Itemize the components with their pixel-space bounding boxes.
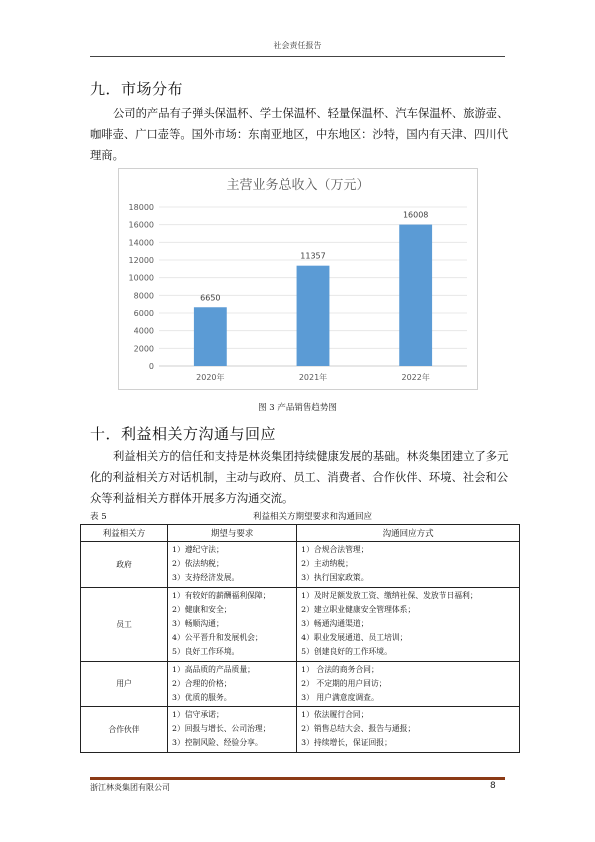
y-tick-label: 10000	[128, 273, 154, 283]
response-item: 1）及时足额发放工资、缴纳社保、发放节日福利；	[301, 590, 478, 600]
header-party: 利益相关方	[81, 525, 168, 542]
expectation-item: 3）优质的服务。	[172, 692, 232, 702]
response-cell	[297, 587, 520, 661]
footer-rule	[90, 777, 505, 780]
expectation-item: 1）有较好的薪酬福利保障；	[172, 590, 271, 600]
response-item: 1）依法履行合同；	[301, 710, 369, 720]
stakeholder-name: 政府	[81, 542, 168, 588]
expectation-item: 2）依法纳税；	[172, 559, 224, 569]
table-row	[81, 587, 520, 661]
response-item: 2）建立职业健康安全管理体系；	[301, 604, 416, 614]
response-item: 3）畅通沟通渠道；	[301, 618, 369, 628]
page-number: 8	[490, 781, 496, 791]
expectation-item: 2）健康和安全；	[172, 604, 232, 614]
header-rule	[90, 56, 505, 57]
bar	[194, 307, 227, 366]
expectation-item: 2）合理的价格；	[172, 678, 232, 688]
stakeholder-name: 用户	[81, 661, 168, 707]
expectation-cell	[168, 587, 297, 661]
expectation-cell	[168, 661, 297, 707]
table-row	[81, 661, 520, 707]
response-item: 3）执行国家政策。	[301, 573, 369, 583]
expectation-cell	[168, 707, 297, 753]
bar	[399, 225, 432, 366]
stakeholder-name: 合作伙伴	[81, 707, 168, 753]
response-item: 3） 用户满意度调查。	[301, 692, 379, 702]
response-cell	[297, 542, 520, 588]
table-label: 表 5	[90, 512, 107, 522]
table-row	[81, 542, 520, 588]
y-tick-label: 0	[148, 362, 154, 371]
expectation-item: 1）高品质的产品质量；	[172, 664, 255, 674]
data-label: 11357	[300, 251, 326, 261]
expectation-item: 3）畅顺沟通；	[172, 618, 224, 628]
response-item: 1） 合法的商务合同；	[301, 664, 379, 674]
expectation-cell	[168, 542, 297, 588]
y-tick-label: 12000	[128, 256, 154, 265]
page-header-title: 社会责任报告	[273, 41, 322, 50]
chart-title: 主营业务总收入（万元）	[226, 178, 370, 193]
stakeholder-table	[80, 524, 520, 753]
response-item: 2）主动纳税；	[301, 559, 353, 569]
y-tick-label: 4000	[133, 326, 154, 336]
response-cell	[297, 707, 520, 753]
y-tick-label: 16000	[128, 220, 154, 230]
table-header-row	[81, 525, 520, 542]
x-tick-label: 2020年	[196, 373, 225, 382]
table-title: 利益相关方期望要求和沟通回应	[252, 512, 372, 522]
response-item: 4）职业发展通道、员工培训；	[301, 633, 408, 643]
expectation-item: 3）支持经济发展。	[172, 573, 240, 583]
section-heading-market: 九．市场分布	[90, 80, 184, 98]
stakeholder-name: 员工	[81, 587, 168, 661]
bar	[297, 266, 330, 366]
y-tick-label: 14000	[128, 238, 154, 248]
expectation-item: 4）公平晋升和发展机会；	[172, 633, 263, 643]
response-item: 1）合规合法管理；	[301, 545, 369, 554]
x-tick-label: 2022年	[401, 373, 430, 382]
expectation-item: 3）控制风险、经验分享。	[172, 738, 263, 748]
footer-company: 浙江林炎集团有限公司	[90, 783, 170, 792]
data-label: 6650	[200, 293, 221, 303]
x-tick-label: 2021年	[298, 373, 328, 382]
y-tick-label: 8000	[133, 291, 154, 301]
y-tick-label: 2000	[133, 344, 154, 354]
market-paragraph: 公司的产品有子弹头保温杯、学士保温杯、轻量保温杯、汽车保温杯、旅游壶、咖啡壶、广口壶等。国外市场：东南亚地区，中东地区：沙特，国内有天津、四川代理商。	[90, 107, 509, 162]
stakeholder-paragraph: 利益相关方的信任和支持是林炎集团持续健康发展的基础。林炎集团建立了多元化的利益相关方对话机制，主动与政府、员工、消费者、合作伙伴、环境、社会和公众等利益相关方群体开展多方沟通交流。	[90, 450, 509, 505]
header-responses: 沟通回应方式	[297, 525, 520, 542]
expectation-item: 1）信守承诺；	[172, 710, 224, 720]
response-item: 2）销售总结大会、报告与通报；	[301, 724, 416, 734]
response-item: 2） 不定期的用户回访；	[301, 678, 387, 688]
y-tick-label: 6000	[133, 309, 154, 318]
figure-caption: 图 3 产品销售趋势图	[258, 403, 337, 413]
data-label: 16008	[402, 210, 429, 220]
expectation-item: 5）良好工作环境。	[172, 647, 240, 657]
table-row	[81, 707, 520, 753]
section-heading-stakeholder: 十．利益相关方沟通与回应	[90, 425, 277, 443]
revenue-chart-svg	[119, 169, 477, 389]
expectation-item: 2）回报与增长、公司治理；	[172, 724, 271, 734]
response-item: 5）创建良好的工作环境。	[301, 647, 392, 657]
table-body	[81, 542, 520, 753]
response-cell	[297, 661, 520, 707]
expectation-item: 1）遵纪守法；	[172, 545, 224, 554]
header-expectations: 期望与要求	[168, 525, 297, 542]
y-tick-label: 18000	[128, 203, 154, 212]
response-item: 3）持续增长，保证回报；	[301, 738, 392, 748]
revenue-chart	[118, 168, 478, 390]
